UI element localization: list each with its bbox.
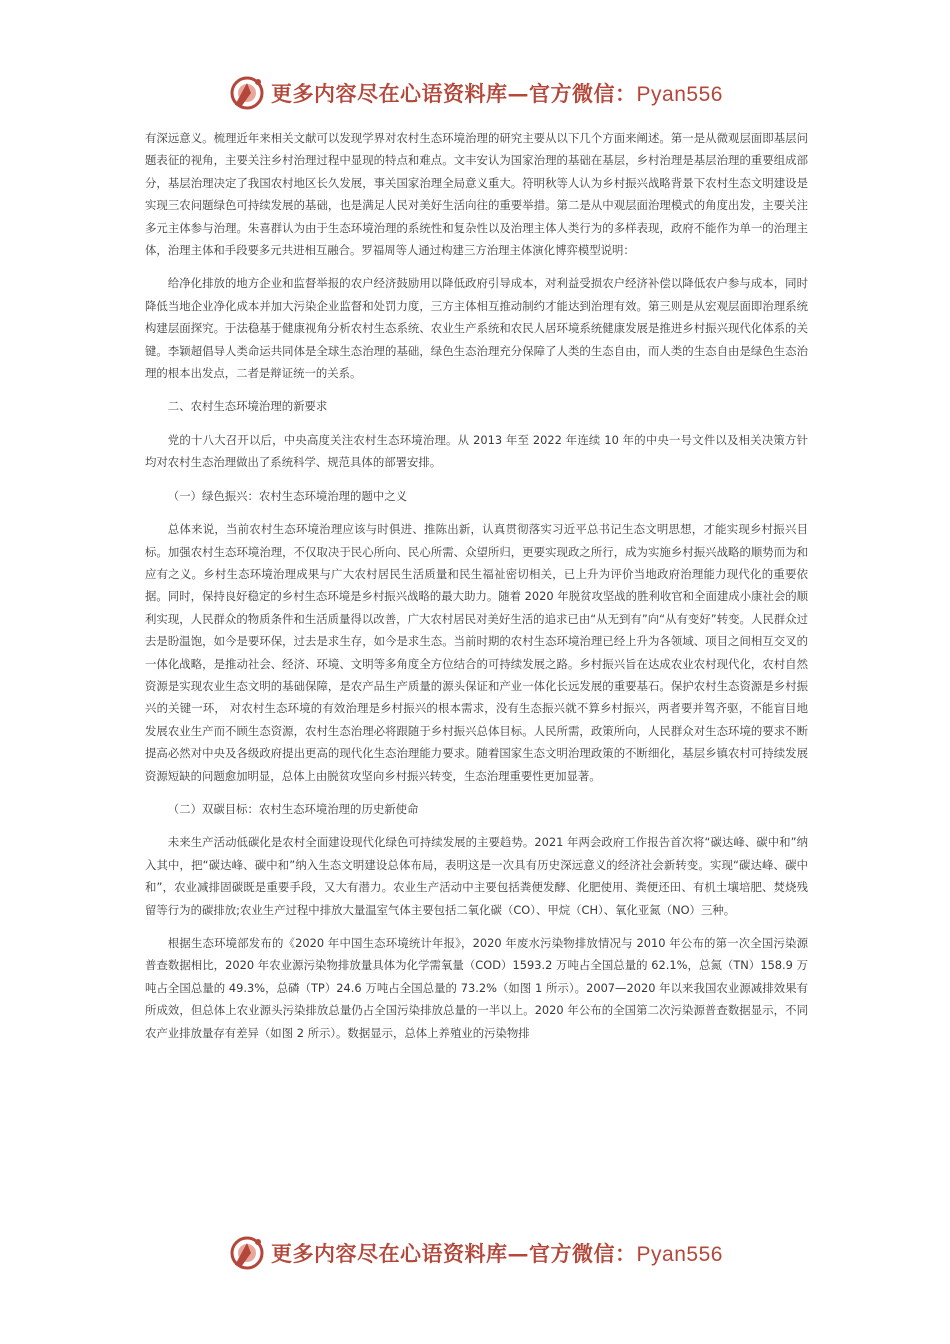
paragraph-continued: 有深远意义。梳理近年来相关文献可以发现学界对农村生态环境治理的研究主要从以下几个方面来阐述。第一是从微观层面即基层问题表征的视角，主要关注乡村治理过程中显现的特点和难点。文丰安认为国家治理的基础在基层，乡村治理是基层治理的重要组成部分，基层治理决定了我国农村地区长久发展，事关国家治理全局意义重大。符明秋等人认为乡村振兴战略背景下农村生态文明建设是实现三农问题绿色可持续发展的基础，也是满足人民对美好生活向往的重要举措。第二是从中观层面治理模式的角度出发，主要关注多元主体参与治理。朱喜群认为由于生态环境治理的系统性和复杂性以及治理主体人类行为的多样表现，政府不能作为单一的治理主体，治理主体和手段要多元共进相互融合。罗福周等人通过构建三方治理主体演化博弈模型说明： — [145, 131, 808, 258]
header-watermark-banner — [0, 68, 950, 118]
paragraph: 给净化排放的地方企业和监督举报的农户经济鼓励用以降低政府引导成本，对利益受损农户经济补偿以降低农户参与成本，同时降低当地企业净化成本并加大污染企业监督和处罚力度，三方主体相互推动制约才能达到治理有效。第三则是从宏观层面即治理系统构建层面探究。于法稳基于健康视角分析农村生态系统、农业生产系统和农民人居环境系统健康发展是推进乡村振兴现代化体系的关键。李颖超倡导人类命运共同体是全球生态治理的基础，绿色生态治理充分保障了人类的生态自由，而人类的生态自由是绿色生态治理的根本出发点，二者是辩证统一的关系。 — [145, 276, 808, 381]
paragraph: 未来生产活动低碳化是农村全面建设现代化绿色可持续发展的主要趋势。2021 年两会政府工作报告首次将“碳达峰、碳中和”纳入其中，把“碳达峰、碳中和”纳入生态文明建设总体布局，表明这是一次具有历史深远意义的经济社会新转变。实现“碳达峰、碳中和”，农业减排固碳既是重要手段，又大有潜力。农业生产活动中主要包括粪便发酵、化肥使用、粪便还田、有机土壤培肥、焚烧残留等行为的碳排放;农业生产过程中排放大量温室气体主要包括二氧化碳（CO）、甲烷（CH）、氧化亚氮（NO）三种。 — [145, 835, 808, 917]
banner-wechat-id: Pyan556 — [636, 83, 723, 106]
banner-text — [271, 78, 723, 108]
banner-label: 更多内容尽在心语资料库—官方微信： — [271, 81, 637, 106]
document-body — [145, 127, 808, 1044]
banner-wechat-id: Pyan556 — [636, 1243, 723, 1266]
brand-logo-icon — [227, 1233, 267, 1273]
banner-label: 更多内容尽在心语资料库—官方微信： — [271, 1241, 637, 1266]
brand-logo-icon — [227, 73, 267, 113]
paragraph: 党的十八大召开以后，中央高度关注农村生态环境治理。从 2013 年至 2022 年连续 10 年的中央一号文件以及相关决策方针均对农村生态治理做出了系统科学、规范具体的部署安排。 — [145, 432, 808, 470]
section-heading: 二、农村生态环境治理的新要求 — [167, 399, 328, 414]
subsection-heading: （二）双碳目标：农村生态环境治理的历史新使命 — [167, 801, 419, 816]
footer-watermark-banner — [0, 1228, 950, 1278]
subsection-heading: （一）绿色振兴：农村生态环境治理的题中之义 — [167, 488, 408, 503]
paragraph: 根据生态环境部发布的《2020 年中国生态环境统计年报》，2020 年废水污染物排放情况与 2010 年公布的第一次全国污染源普查数据相比，2020 年农业源污染物排放量具体为化学需氧量（COD）1593.2 万吨占全国总量的 62.1%，总氮（TN）158.9 万吨占全国总量的 49.3%，总磷（TP）24.6 万吨占全国总量的 73.2%（如图 1 所示）。2007—2020 年以来我国农业源减排效果有所成效，但总体上农业源头污染排放总量仍占全国污染排放总量的一半以上。2020 年公布的全国第二次污染源普查数据显示，不同农产业排放量存有差异（如图 2 所示）。数据显示，总体上养殖业的污染物排 — [145, 936, 808, 1040]
banner-text — [271, 1238, 723, 1268]
paragraph: 总体来说，当前农村生态环境治理应该与时俱进、推陈出新，认真贯彻落实习近平总书记生态文明思想，才能实现乡村振兴目标。加强农村生态环境治理，不仅取决于民心所向、民心所需、众望所归，更要实现政之所行，成为实施乡村振兴战略的顺势而为和应有之义。乡村生态环境治理成果与广大农村居民生活质量和民生福祉密切相关，已上升为评价当地政府治理能力现代化的重要依据。同时，保持良好稳定的乡村生态环境是乡村振兴战略的最大助力。随着 2020 年脱贫攻坚战的胜利收官和全面建成小康社会的顺利实现，人民群众的物质条件和生活质量得以改善，广大农村居民对美好生活的追求已由“从无到有”向“从有变好”转变。人民群众过去是盼温饱，如今是要环保，过去是求生存，如今是求生态。当前时期的农村生态环境治理已经上升为各领域、项目之间相互交叉的一体化战略，是推动社会、经济、环境、文明等多角度全方位结合的可持续发展之路。乡村振兴旨在达成农业农村现代化，农村自然资源是实现农业生态文明的基础保障，是农产品生产质量的源头保证和产业一体化长远发展的重要基石。保护农村生态资源是乡村振兴的关键一环， 对农村生态环境的有效治理是乡村振兴的根本需求，没有生态振兴就不算乡村振兴，两者要并驾齐驱，不能盲目地发展农业生产而不顾生态资源，农村生态治理必将跟随于乡村振兴总体目标。人民所需，政策所向，人民群众对生态环境的要求不断提高必然对中央及各级政府提出更高的现代化生态治理能力要求。随着国家生态文明治理政策的不断细化，基层乡镇农村可持续发展资源短缺的问题愈加明显，总体上由脱贫攻坚向乡村振兴转变，生态治理重要性更加显著。 — [145, 522, 808, 783]
